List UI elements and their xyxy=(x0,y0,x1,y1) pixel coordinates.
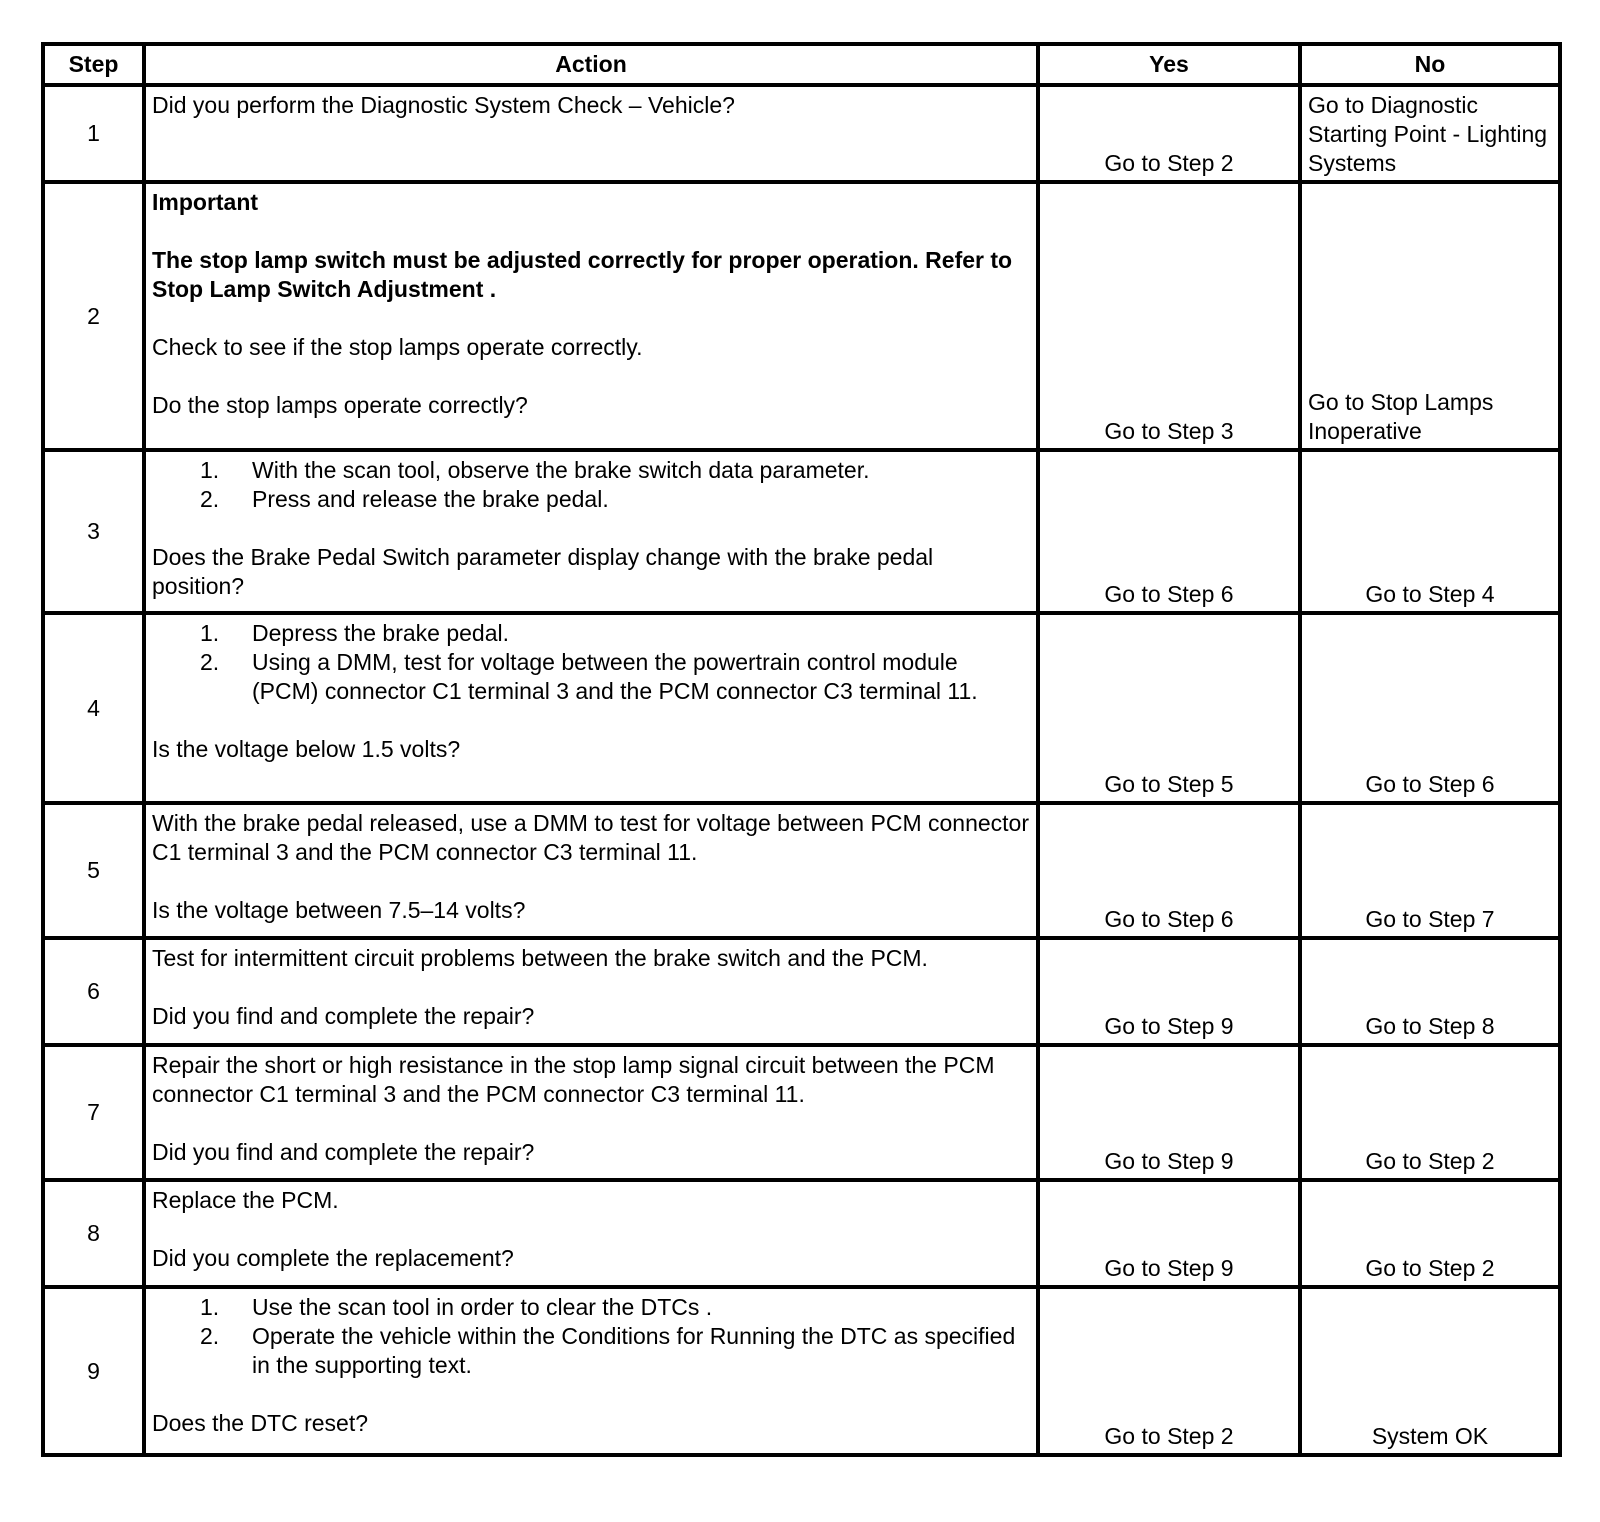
list-item xyxy=(152,1293,1030,1322)
action-text: Test for intermittent circuit problems between the brake switch and the PCM. xyxy=(152,945,928,971)
yes-cell: Go to Step 9 xyxy=(1038,1180,1300,1287)
list-item xyxy=(152,456,1030,485)
substep-list xyxy=(152,456,1030,514)
header-no: No xyxy=(1300,44,1560,85)
substep-number: 1. xyxy=(200,457,220,483)
no-cell: Go to Step 4 xyxy=(1300,450,1560,613)
header-row xyxy=(43,44,1560,85)
action-cell xyxy=(144,85,1038,182)
step-number: 5 xyxy=(43,803,144,938)
no-cell: Go to Step 7 xyxy=(1300,803,1560,938)
table-row xyxy=(43,1287,1560,1455)
action-cell xyxy=(144,938,1038,1045)
substep-number: 2. xyxy=(200,649,220,675)
substep-number: 2. xyxy=(200,486,220,512)
step-number: 2 xyxy=(43,182,144,450)
yes-cell: Go to Step 2 xyxy=(1038,1287,1300,1455)
step-number: 3 xyxy=(43,450,144,613)
action-cell xyxy=(144,1180,1038,1287)
substep-text: Use the scan tool in order to clear the DTCs . xyxy=(252,1294,713,1320)
action-text: Did you perform the Diagnostic System Check – Vehicle? xyxy=(152,92,735,118)
no-cell: Go to Step 2 xyxy=(1300,1180,1560,1287)
step-number: 9 xyxy=(43,1287,144,1455)
no-cell: Go to Step 8 xyxy=(1300,938,1560,1045)
table-row xyxy=(43,450,1560,613)
table-row xyxy=(43,938,1560,1045)
no-cell: Go to Step 2 xyxy=(1300,1045,1560,1180)
question-text: Did you find and complete the repair? xyxy=(152,1139,535,1165)
list-item xyxy=(152,485,1030,514)
table-row xyxy=(43,803,1560,938)
substep-list xyxy=(152,619,1030,706)
important-note: The stop lamp switch must be adjusted correctly for proper operation. Refer to Stop Lamp Switch Adjustment . xyxy=(152,247,1013,302)
action-text: Replace the PCM. xyxy=(152,1187,339,1213)
no-cell: System OK xyxy=(1300,1287,1560,1455)
diagnostic-table xyxy=(41,42,1562,1457)
substep-text: Press and release the brake pedal. xyxy=(252,486,609,512)
action-text: Repair the short or high resistance in the stop lamp signal circuit between the PCM connector C1 terminal 3 and the PCM connector C3 terminal 11. xyxy=(152,1052,995,1107)
header-yes: Yes xyxy=(1038,44,1300,85)
action-cell xyxy=(144,613,1038,803)
question-text: Does the Brake Pedal Switch parameter display change with the brake pedal position? xyxy=(152,544,934,599)
question-text: Is the voltage below 1.5 volts? xyxy=(152,736,461,762)
action-cell xyxy=(144,1287,1038,1455)
substep-text: With the scan tool, observe the brake switch data parameter. xyxy=(252,457,870,483)
step-number: 4 xyxy=(43,613,144,803)
list-item xyxy=(152,1322,1030,1380)
substep-text: Operate the vehicle within the Conditions for Running the DTC as specified in the supporting text. xyxy=(252,1323,1016,1378)
action-cell xyxy=(144,803,1038,938)
substep-list xyxy=(152,1293,1030,1380)
yes-cell: Go to Step 2 xyxy=(1038,85,1300,182)
no-cell: Go to Step 6 xyxy=(1300,613,1560,803)
question-text: Does the DTC reset? xyxy=(152,1410,369,1436)
table-row xyxy=(43,1180,1560,1287)
yes-cell: Go to Step 3 xyxy=(1038,182,1300,450)
no-cell: Go to Stop Lamps Inoperative xyxy=(1300,182,1560,450)
header-action: Action xyxy=(144,44,1038,85)
step-number: 8 xyxy=(43,1180,144,1287)
action-cell xyxy=(144,450,1038,613)
yes-cell: Go to Step 6 xyxy=(1038,450,1300,613)
yes-cell: Go to Step 6 xyxy=(1038,803,1300,938)
step-number: 7 xyxy=(43,1045,144,1180)
step-number: 1 xyxy=(43,85,144,182)
question-text: Do the stop lamps operate correctly? xyxy=(152,392,528,418)
action-cell xyxy=(144,182,1038,450)
substep-text: Using a DMM, test for voltage between the powertrain control module (PCM) connector C1 terminal 3 and the PCM connector C3 terminal 11. xyxy=(252,649,978,704)
table-row xyxy=(43,182,1560,450)
yes-cell: Go to Step 5 xyxy=(1038,613,1300,803)
substep-number: 1. xyxy=(200,620,220,646)
substep-number: 1. xyxy=(200,1294,220,1320)
action-text: Check to see if the stop lamps operate correctly. xyxy=(152,334,643,360)
list-item xyxy=(152,619,1030,648)
action-cell xyxy=(144,1045,1038,1180)
important-label: Important xyxy=(152,189,259,215)
question-text: Did you find and complete the repair? xyxy=(152,1003,535,1029)
question-text: Did you complete the replacement? xyxy=(152,1245,514,1271)
table-row xyxy=(43,613,1560,803)
action-text: With the brake pedal released, use a DMM to test for voltage between PCM connector C1 terminal 3 and the PCM connector C3 terminal 11. xyxy=(152,810,1029,865)
step-number: 6 xyxy=(43,938,144,1045)
table-row xyxy=(43,85,1560,182)
substep-text: Depress the brake pedal. xyxy=(252,620,509,646)
header-step: Step xyxy=(43,44,144,85)
yes-cell: Go to Step 9 xyxy=(1038,938,1300,1045)
yes-cell: Go to Step 9 xyxy=(1038,1045,1300,1180)
table-row xyxy=(43,1045,1560,1180)
substep-number: 2. xyxy=(200,1323,220,1349)
list-item xyxy=(152,648,1030,706)
question-text: Is the voltage between 7.5–14 volts? xyxy=(152,897,526,923)
no-cell: Go to Diagnostic Starting Point - Lighting Systems xyxy=(1300,85,1560,182)
